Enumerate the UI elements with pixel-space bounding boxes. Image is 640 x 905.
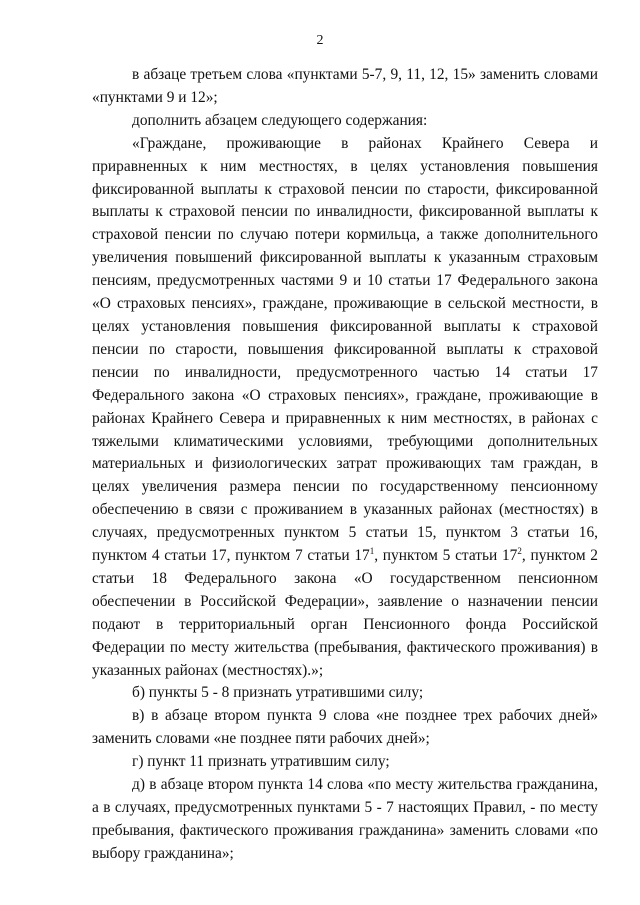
- superscript-2: 2: [517, 545, 522, 556]
- superscript-1: 1: [369, 545, 375, 556]
- quoted-text-part-1: «Граждане, проживающие в районах Крайнего Севера и приравненных к ним местностях, в целях установления повышения фиксированной выплаты к страховой пенсии по старости, фиксированной выплаты к страховой пенсии по инвалидности, фиксированной выплаты к страховой пенсии по случаю потери кормильца, а также дополнительного увеличения повышений фиксированной выплаты к указанным страховым пенсиям, предусмотренных частями 9 и 10 статьи 17 Федерального закона «О страховых пенсиях», граждане, проживающие в сельской местности, в целях установления повышения фиксированной выплаты к страховой пенсии по старости, повышения фиксированной выплаты к страховой пенсии по инвалидности, предусмотренного частью 14 статьи 17 Федерального закона «О страховых пенсиях», граждане, проживающие в районах Крайнего Севера и приравненных к ним местностях, в районах с тяжелыми климатическими условиями, требующими дополнительных материальных и физиологических затрат проживающих там граждан, в целях увеличения размера пенсии по государственному пенсионному обеспечению в связи с проживанием в указанных районах (местностях) в случаях, предусмотренных пунктом 5 статьи 15, пунктом 3 статьи 16, пунктом 4 статьи 17, пунктом 7 статьи 17: [92, 134, 598, 565]
- paragraph-item-b: б) пункты 5 - 8 признать утратившими силу;: [132, 684, 424, 702]
- quoted-text-part-2: , пунктом 5 статьи 17: [374, 547, 518, 565]
- document-body: [92, 64, 598, 866]
- paragraph-item-v: в) в абзаце втором пункта 9 слова «не позднее трех рабочих дней» заменить словами «не позднее пяти рабочих дней»;: [92, 707, 598, 748]
- paragraph-add-paragraph: дополнить абзацем следующего содержания:: [132, 111, 428, 129]
- paragraph-item-g: г) пункт 11 признать утратившим силу;: [132, 753, 390, 771]
- paragraph-item-d: д) в абзаце втором пункта 14 слова «по месту жительства гражданина, а в случаях, предусмотренных пунктами 5 - 7 настоящих Правил, - по месту пребывания, фактического проживания гражданина» заменить словами «по выбору гражданина»;: [92, 776, 598, 862]
- paragraph-amend-paragraph-three: в абзаце третьем слова «пунктами 5-7, 9, 11, 12, 15» заменить словами «пунктами 9 и 12»;: [92, 66, 598, 106]
- page-number: 2: [316, 33, 324, 48]
- quoted-text-part-3: , пунктом 2 статьи 18 Федерального закона «О государственном пенсионном обеспечении в Российской Федерации», заявление о назначении пенсии подают в территориальный орган Пенсионного фонда Российской Федерации по месту жительства (пребывания, фактического проживания) в указанных районах (местностях).»;: [92, 547, 598, 679]
- paragraph-quoted-insertion: [92, 133, 598, 683]
